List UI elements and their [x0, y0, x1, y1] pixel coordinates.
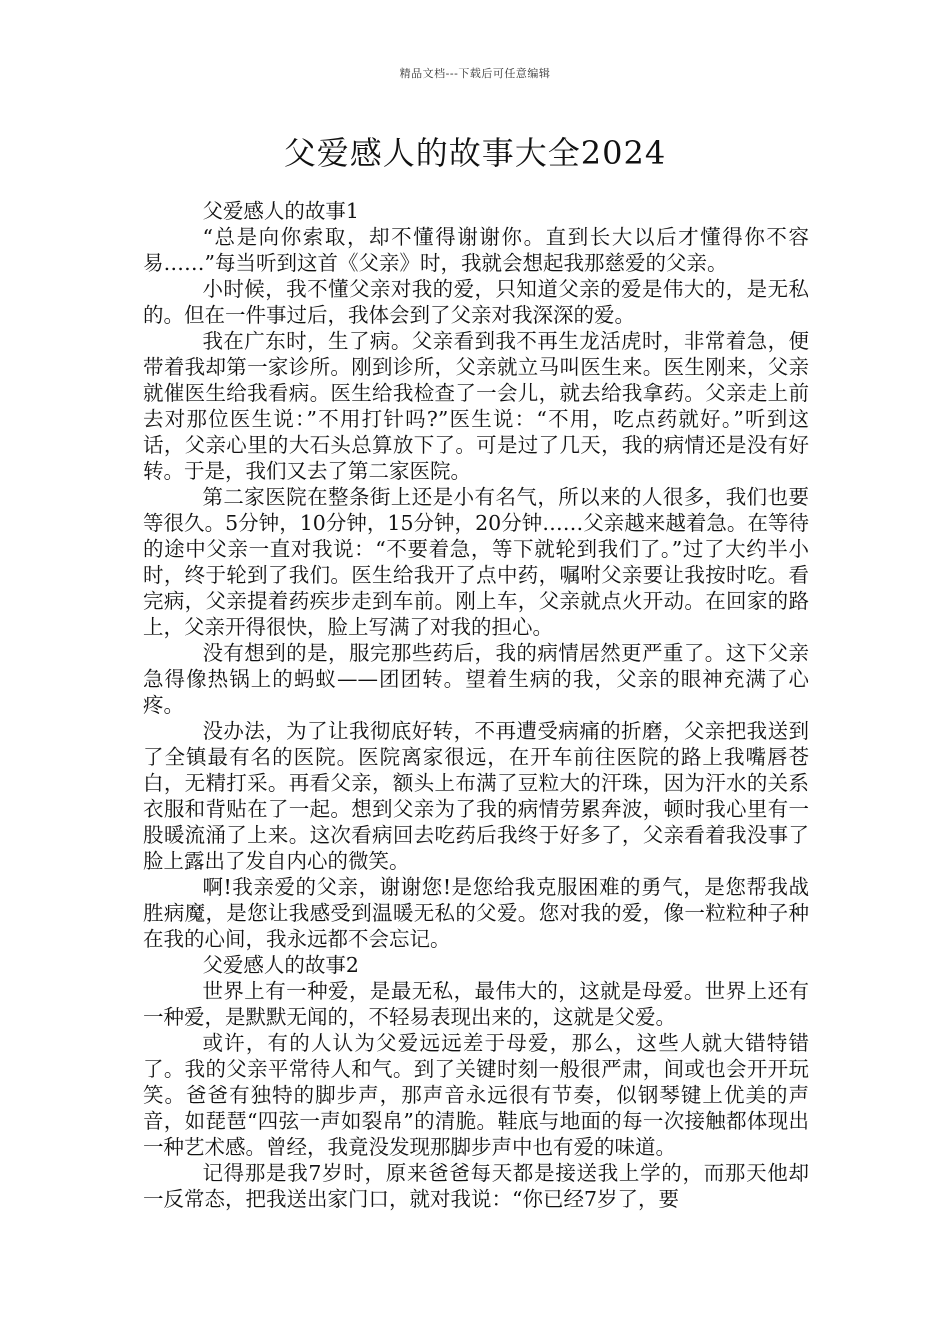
paragraph: 我在广东时，生了病。父亲看到我不再生龙活虎时，非常着急，便带着我却第一家诊所。刚到诊所，父亲就立马叫医生来。医生刚来，父亲就催医生给我看病。医生给我检查了一会儿，就去给我拿药。父亲走上前去对那位医生说：”不用打针吗?”医生说：“不用，吃点药就好。”听到这话，父亲心里的大石头总算放下了。可是过了几天，我的病情还是没有好转。于是，我们又去了第二家医院。	[143, 329, 809, 483]
section-heading-story-2: 父爱感人的故事2	[202, 953, 359, 977]
section-heading-story-1: 父爱感人的故事1	[202, 199, 359, 223]
header-note: 精品文档---下载后可任意编辑	[399, 67, 551, 80]
paragraph: 或许，有的人认为父爱远远差于母爱，那么，这些人就大错特错了。我的父亲平常待人和气。到了关键时刻一般很严肃，间或也会开开玩笑。爸爸有独特的脚步声，那声音永远很有节奏，似钢琴键上优美的声音，如琵琶“四弦一声如裂帛”的清脆。鞋底与地面的每一次接触都体现出一种艺术感。曾经，我竟没发现那脚步声中也有爱的味道。	[143, 1031, 809, 1159]
paragraph: “总是向你索取，却不懂得谢谢你。直到长大以后才懂得你不容易……”每当听到这首《父亲》时，我就会想起我那慈爱的父亲。	[143, 225, 809, 275]
paragraph: 记得那是我7岁时，原来爸爸每天都是接送我上学的，而那天他却一反常态，把我送出家门口，就对我说：“你已经7岁了，要	[143, 1161, 809, 1211]
paragraph: 没有想到的是，服完那些药后，我的病情居然更严重了。这下父亲急得像热锅上的蚂蚁——团团转。望着生病的我，父亲的眼神充满了心疼。	[143, 641, 809, 717]
paragraph: 世界上有一种爱，是最无私，最伟大的，这就是母爱。世界上还有一种爱，是默默无闻的，不轻易表现出来的，这就是父爱。	[143, 979, 809, 1029]
paragraph: 小时候，我不懂父亲对我的爱，只知道父亲的爱是伟大的，是无私的。但在一件事过后，我体会到了父亲对我深深的爱。	[143, 277, 809, 327]
document-body	[143, 198, 809, 1212]
document-title: 父爱感人的故事大全2024	[283, 134, 667, 172]
paragraph: 第二家医院在整条街上还是小有名气，所以来的人很多，我们也要等很久。5分钟，10分钟，15分钟，20分钟……父亲越来越着急。在等待的途中父亲一直对我说：“不要着急，等下就轮到我们了。”过了大约半小时，终于轮到了我们。医生给我开了点中药，嘱咐父亲要让我按时吃。看完病，父亲提着药疾步走到车前。刚上车，父亲就点火开动。在回家的路上，父亲开得很快，脸上写满了对我的担心。	[143, 485, 809, 639]
paragraph: 啊!我亲爱的父亲，谢谢您!是您给我克服困难的勇气，是您帮我战胜病魔，是您让我感受到温暖无私的父爱。您对我的爱，像一粒粒种子种在我的心间，我永远都不会忘记。	[143, 875, 809, 951]
paragraph: 没办法，为了让我彻底好转，不再遭受病痛的折磨，父亲把我送到了全镇最有名的医院。医院离家很远，在开车前往医院的路上我嘴唇苍白，无精打采。再看父亲，额头上布满了豆粒大的汗珠，因为汗水的关系衣服和背贴在了一起。想到父亲为了我的病情劳累奔波，顿时我心里有一股暖流涌了上来。这次看病回去吃药后我终于好多了，父亲看着我没事了脸上露出了发自内心的微笑。	[143, 719, 809, 873]
